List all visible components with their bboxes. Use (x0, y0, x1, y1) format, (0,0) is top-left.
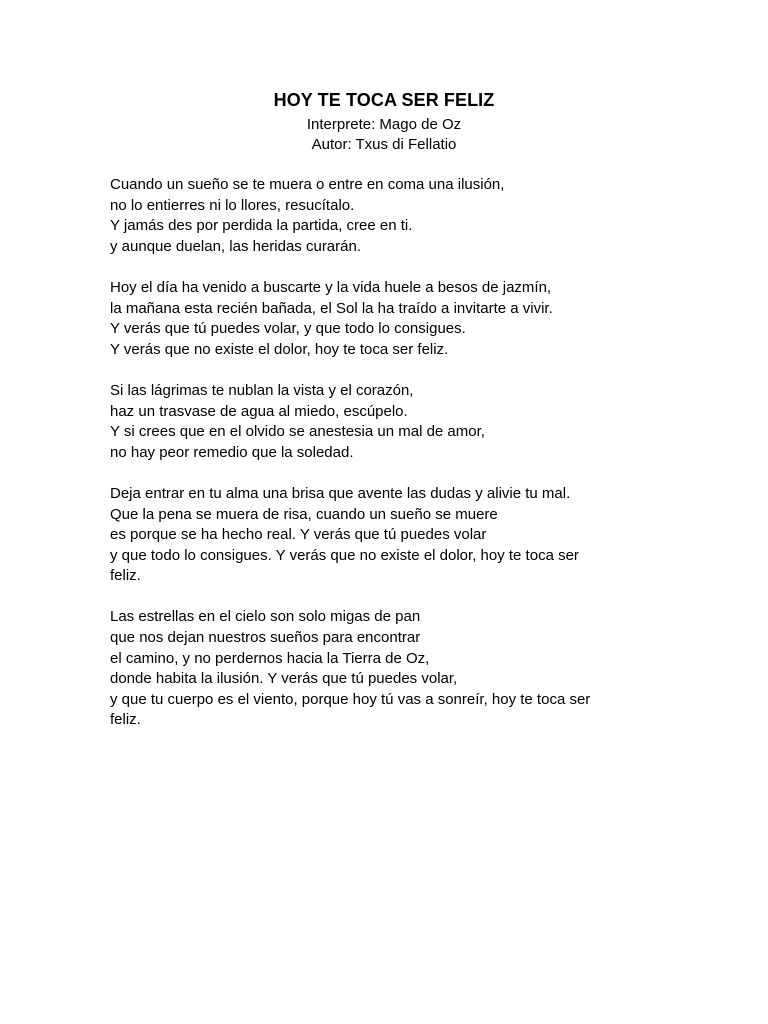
lyric-line: no hay peor remedio que la soledad. (110, 443, 354, 461)
lyric-line: que nos dejan nuestros sueños para encontrar (110, 629, 421, 647)
lyric-line: donde habita la ilusión. Y verás que tú puedes volar, (110, 670, 458, 688)
lyric-line: feliz. (110, 711, 141, 729)
lyric-line: Las estrellas en el cielo son solo migas de pan (110, 608, 421, 626)
lyric-line: Cuando un sueño se te muera o entre en coma una ilusión, (110, 176, 505, 193)
document-title: HOY TE TOCA SER FELIZ (273, 90, 495, 110)
stanza-3 (110, 381, 650, 463)
author-line: Autor: Txus di Fellatio (311, 136, 457, 153)
interpreter-line: Interprete: Mago de Oz (306, 116, 462, 133)
lyric-line: el camino, y no perdernos hacia la Tierra de Oz, (110, 649, 430, 667)
lyrics-body (110, 175, 650, 752)
stanza-2 (110, 278, 650, 360)
stanza-5 (110, 607, 650, 731)
lyric-line: no lo entierres ni lo llores, resucítalo. (110, 196, 355, 214)
lyric-line: y que todo lo consigues. Y verás que no existe el dolor, hoy te toca ser (110, 546, 579, 564)
lyric-line: Deja entrar en tu alma una brisa que avente las dudas y alivie tu mal. (110, 484, 571, 502)
lyric-line: Y jamás des por perdida la partida, cree en ti. (110, 217, 413, 235)
lyric-line: es porque se ha hecho real. Y verás que tú puedes volar (110, 526, 487, 544)
lyric-line: la mañana esta recién bañada, el Sol la ha traído a invitarte a vivir. (110, 299, 553, 317)
lyric-line: y que tu cuerpo es el viento, porque hoy tú vas a sonreír, hoy te toca ser (110, 690, 591, 708)
lyric-line: Que la pena se muera de risa, cuando un sueño se muere (110, 505, 498, 523)
lyric-line: Y verás que tú puedes volar, y que todo lo consigues. (110, 320, 466, 338)
lyric-line: haz un trasvase de agua al miedo, escúpelo. (110, 402, 408, 420)
lyric-line: Y si crees que en el olvido se anestesia un mal de amor, (110, 423, 485, 441)
stanza-1 (110, 175, 650, 257)
lyric-line: feliz. (110, 567, 141, 585)
lyric-line: y aunque duelan, las heridas curarán. (110, 237, 362, 255)
lyric-line: Hoy el día ha venido a buscarte y la vida huele a besos de jazmín, (110, 278, 552, 296)
lyric-line: Si las lágrimas te nublan la vista y el corazón, (110, 381, 414, 399)
lyric-line: Y verás que no existe el dolor, hoy te toca ser feliz. (110, 340, 449, 358)
stanza-4 (110, 484, 650, 587)
